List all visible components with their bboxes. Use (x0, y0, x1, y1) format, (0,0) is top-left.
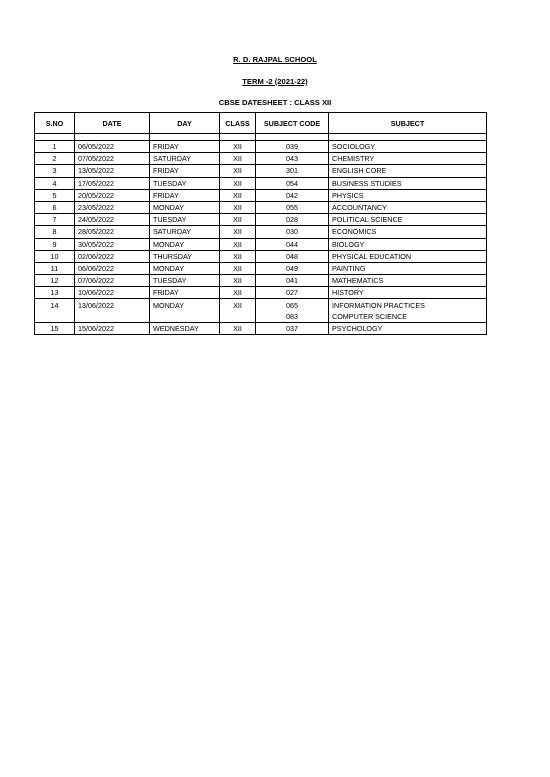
cell-subject: ACCOUNTANCY (329, 201, 487, 213)
cell-class: XII (220, 165, 256, 177)
cell-sno: 7 (35, 214, 75, 226)
cell-subject-code: 055 (256, 201, 329, 213)
table-row (35, 262, 487, 274)
cell-day (150, 311, 220, 323)
cell-sno: 13 (35, 287, 75, 299)
cell-day: THURSDAY (150, 250, 220, 262)
table-row (35, 275, 487, 287)
cell-date: 30/05/2022 (75, 238, 150, 250)
cell-sno: 6 (35, 201, 75, 213)
cell-class: XII (220, 189, 256, 201)
cell-subject-code: 065 (256, 299, 329, 311)
cell-class: XII (220, 287, 256, 299)
cell-day: MONDAY (150, 262, 220, 274)
cell-class: XII (220, 238, 256, 250)
cell-date: 13/05/2022 (75, 165, 150, 177)
cell-subject-code: 037 (256, 322, 329, 334)
cell-sno: 2 (35, 153, 75, 165)
cell-day: MONDAY (150, 299, 220, 311)
cell-subject-code: 028 (256, 214, 329, 226)
cell-subject-code: 027 (256, 287, 329, 299)
cell-sno: 5 (35, 189, 75, 201)
cell-day: FRIDAY (150, 189, 220, 201)
table-row (35, 250, 487, 262)
cell-date: 15/06/2022 (75, 322, 150, 334)
table-row (35, 287, 487, 299)
cell-subject-code: 301 (256, 165, 329, 177)
cell-day: FRIDAY (150, 165, 220, 177)
cell-subject: PSYCHOLOGY (329, 322, 487, 334)
datesheet-table (34, 112, 487, 335)
cell-day: SATURDAY (150, 153, 220, 165)
cell-subject-code: 043 (256, 153, 329, 165)
table-row (35, 311, 487, 323)
table-row (35, 153, 487, 165)
cell-sno: 3 (35, 165, 75, 177)
cell-class: XII (220, 201, 256, 213)
header-class: CLASS (220, 113, 256, 134)
cell-date: 17/05/2022 (75, 177, 150, 189)
cell-subject: SOCIOLOGY (329, 141, 487, 153)
cell-sno: 10 (35, 250, 75, 262)
header-day: DAY (150, 113, 220, 134)
cell-date: 06/06/2022 (75, 262, 150, 274)
cell-subject-code: 048 (256, 250, 329, 262)
table-header-row (35, 113, 487, 134)
cell-subject-code: 030 (256, 226, 329, 238)
cell-subject: HISTORY (329, 287, 487, 299)
header-subject-code: SUBJECT CODE (256, 113, 329, 134)
cell-subject: MATHEMATICS (329, 275, 487, 287)
cell-sno: 14 (35, 299, 75, 311)
cell-sno: 8 (35, 226, 75, 238)
table-row (35, 141, 487, 153)
cell-subject: BUSINESS STUDIES (329, 177, 487, 189)
cell-date: 10/06/2022 (75, 287, 150, 299)
cell-subject-code: 049 (256, 262, 329, 274)
cell-date: 23/05/2022 (75, 201, 150, 213)
cell-subject-code: 042 (256, 189, 329, 201)
table-row (35, 238, 487, 250)
spacer-row (35, 134, 487, 141)
header-sno: S.NO (35, 113, 75, 134)
cell-subject: PHYSICS (329, 189, 487, 201)
cell-subject: ECONOMICS (329, 226, 487, 238)
table-row (35, 214, 487, 226)
cell-day: MONDAY (150, 238, 220, 250)
cell-subject: PAINTING (329, 262, 487, 274)
cell-subject-code: 054 (256, 177, 329, 189)
cell-date: 28/05/2022 (75, 226, 150, 238)
cell-subject: INFORMATION PRACTICES (329, 299, 487, 311)
cell-subject: CHEMISTRY (329, 153, 487, 165)
header-subject: SUBJECT (329, 113, 487, 134)
cell-sno: 1 (35, 141, 75, 153)
cell-subject: POLITICAL SCIENCE (329, 214, 487, 226)
cell-class: XII (220, 299, 256, 311)
cell-sno (35, 311, 75, 323)
datesheet-title: CBSE DATESHEET : CLASS XII (218, 98, 332, 107)
cell-day: TUESDAY (150, 275, 220, 287)
table-row (35, 201, 487, 213)
table-row (35, 299, 487, 311)
cell-subject-code: 083 (256, 311, 329, 323)
cell-subject: PHYSICAL EDUCATION (329, 250, 487, 262)
cell-date: 06/05/2022 (75, 141, 150, 153)
header-date: DATE (75, 113, 150, 134)
cell-class: XII (220, 322, 256, 334)
table-row (35, 177, 487, 189)
term-title: TERM -2 (2021-22) (242, 77, 308, 86)
cell-subject-code: 039 (256, 141, 329, 153)
cell-sno: 15 (35, 322, 75, 334)
school-name: R. D. RAJPAL SCHOOL (233, 55, 317, 64)
cell-class: XII (220, 226, 256, 238)
cell-date: 07/06/2022 (75, 275, 150, 287)
cell-class: XII (220, 141, 256, 153)
cell-date (75, 311, 150, 323)
cell-class: XII (220, 250, 256, 262)
cell-class: XII (220, 153, 256, 165)
cell-subject-code: 041 (256, 275, 329, 287)
cell-sno: 4 (35, 177, 75, 189)
cell-day: SATURDAY (150, 226, 220, 238)
cell-subject: COMPUTER SCIENCE (329, 311, 487, 323)
cell-day: TUESDAY (150, 214, 220, 226)
table-row (35, 322, 487, 334)
table-row (35, 165, 487, 177)
table-body (35, 134, 487, 335)
cell-sno: 9 (35, 238, 75, 250)
cell-class: XII (220, 177, 256, 189)
cell-class: XII (220, 275, 256, 287)
cell-day: MONDAY (150, 201, 220, 213)
cell-day: WEDNESDAY (150, 322, 220, 334)
cell-subject: ENGLISH CORE (329, 165, 487, 177)
cell-sno: 12 (35, 275, 75, 287)
cell-class (220, 311, 256, 323)
cell-subject-code: 044 (256, 238, 329, 250)
cell-day: FRIDAY (150, 287, 220, 299)
cell-subject: BIOLOGY (329, 238, 487, 250)
cell-date: 07/05/2022 (75, 153, 150, 165)
cell-day: FRIDAY (150, 141, 220, 153)
table-row (35, 189, 487, 201)
cell-class: XII (220, 214, 256, 226)
cell-sno: 11 (35, 262, 75, 274)
cell-day: TUESDAY (150, 177, 220, 189)
cell-class: XII (220, 262, 256, 274)
cell-date: 02/06/2022 (75, 250, 150, 262)
cell-date: 13/06/2022 (75, 299, 150, 311)
cell-date: 24/05/2022 (75, 214, 150, 226)
cell-date: 20/05/2022 (75, 189, 150, 201)
table-row (35, 226, 487, 238)
